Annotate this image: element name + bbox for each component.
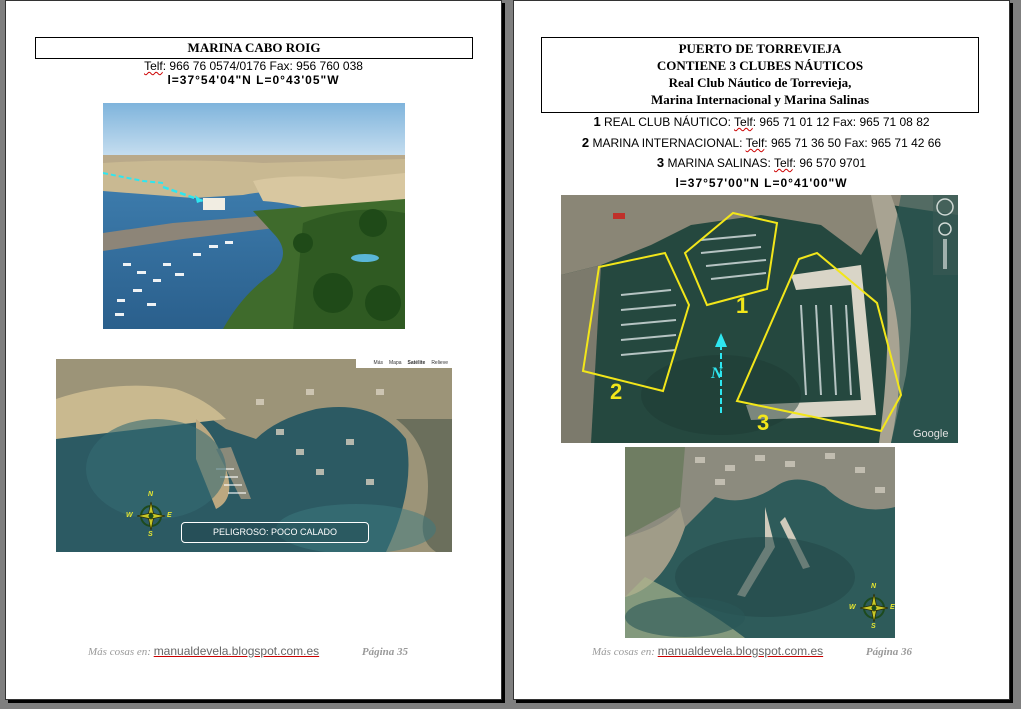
club-2-phones: : 965 71 36 50 Fax: 965 71 42 66: [764, 136, 942, 150]
club-2-telf: Telf: [745, 136, 765, 150]
club-1-line: [514, 114, 1009, 129]
footer: [88, 644, 408, 658]
title-line-1: PUERTO DE TORREVIEJA: [678, 41, 842, 56]
coordinates: l=37°54'04"N L=0°43'05"W: [167, 73, 340, 87]
footer-page-label: Página: [865, 646, 899, 658]
map-more-button[interactable]: Más: [373, 360, 383, 366]
club-2-name: MARINA INTERNACIONAL:: [592, 136, 746, 150]
compass-w: W: [126, 512, 133, 519]
north-label: N: [711, 365, 723, 382]
satellite-map: [56, 359, 452, 552]
page-36: [513, 0, 1010, 700]
compass-n: N: [148, 491, 154, 498]
club-3-number: 3: [656, 155, 665, 170]
footer-prefix: Más cosas en:: [88, 646, 151, 658]
bay-satellite-map: [625, 447, 895, 638]
page-title: MARINA CABO ROIG: [187, 40, 321, 55]
footer-prefix: Más cosas en:: [592, 646, 655, 658]
club-3-telf: Telf: [773, 156, 793, 170]
phone-label: Telf: [144, 59, 163, 73]
club-1-number: 1: [593, 114, 601, 129]
compass-e: E: [890, 604, 895, 611]
footer-link[interactable]: manualdevela.blogspot.com.es: [657, 644, 824, 658]
harbour-map: [561, 195, 958, 443]
footer: [592, 644, 912, 658]
title-line-3: Real Club Náutico de Torrevieja,: [668, 75, 852, 90]
footer-page-number: 36: [901, 646, 913, 658]
marina-photo: [103, 103, 405, 329]
footer-page: [362, 646, 408, 658]
compass-s: S: [871, 623, 876, 630]
page-35: [5, 0, 502, 700]
club-2-number: 2: [581, 135, 590, 150]
compass-rose-icon: [849, 583, 895, 630]
compass-e: E: [167, 512, 172, 519]
footer-page: [866, 646, 912, 658]
club-1-name: REAL CLUB NÁUTICO:: [604, 115, 735, 129]
club-1-telf: Telf: [734, 115, 753, 129]
title-line-2: CONTIENE 3 CLUBES NÁUTICOS: [656, 58, 864, 73]
club-1-phones: : 965 71 01 12 Fax: 965 71 08 82: [752, 115, 930, 129]
map-relief-button[interactable]: Relieve: [431, 360, 448, 366]
map-satellite-button[interactable]: Satélite: [407, 360, 426, 366]
coordinates: l=37°57'00"N L=0°41'00"W: [675, 176, 848, 190]
compass-s: S: [148, 531, 153, 538]
club-3-line: [514, 155, 1009, 170]
compass-rose-icon: [126, 491, 172, 538]
compass-w: W: [849, 604, 856, 611]
club-2-line: [514, 135, 1009, 150]
phone-numbers: : 966 76 0574/0176 Fax: 956 760 038: [162, 59, 363, 73]
zone-label-1: 1: [736, 293, 749, 318]
title-line-4: Marina Internacional y Marina Salinas: [650, 92, 870, 107]
zone-label-3: 3: [757, 410, 770, 435]
club-3-phones: : 96 570 9701: [792, 156, 867, 170]
zone-label-2: 2: [610, 379, 623, 404]
page-title-box: [541, 37, 979, 113]
contact-line: [6, 59, 501, 73]
footer-page-number: 35: [397, 646, 409, 658]
page-title-box: [35, 37, 473, 59]
google-logo: Google: [913, 428, 949, 440]
map-map-button[interactable]: Mapa: [389, 360, 402, 366]
footer-link[interactable]: manualdevela.blogspot.com.es: [153, 644, 320, 658]
map-toolbar: [374, 359, 448, 368]
footer-page-label: Página: [361, 646, 395, 658]
warning-label: PELIGROSO: POCO CALADO: [181, 522, 369, 543]
club-3-name: MARINA SALINAS:: [667, 156, 774, 170]
compass-n: N: [871, 583, 877, 590]
